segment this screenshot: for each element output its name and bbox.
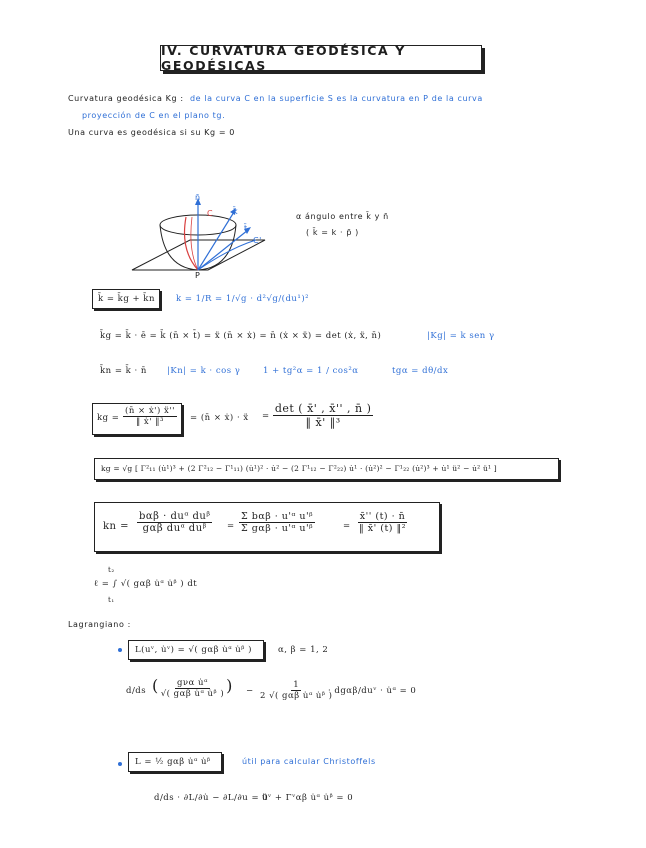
label-c: C xyxy=(207,209,214,218)
length-integral: ℓ = ∫ √( gαβ u̇ᵅ u̇ᵝ ) dt xyxy=(94,579,198,589)
euler-2: d/ds · ∂L/∂u̇ − ∂L/∂u = 0 xyxy=(154,793,269,803)
euler-1-rhs-num: 1 xyxy=(293,680,300,690)
euler-1-num: gνα u̇ᵅ xyxy=(176,678,208,688)
angle-note-line1: α ángulo entre k̄ y n̄ xyxy=(296,212,389,221)
bullet-2 xyxy=(118,762,122,766)
kg-box-num: (n̄ × ẋ') ẍ'' xyxy=(125,406,175,416)
kg-box-lhs: kg = xyxy=(97,413,120,423)
lagrangian-2-box xyxy=(128,752,222,772)
definition-text-line1: de la curva C en la superficie S es la curvatura en P de la curva xyxy=(190,94,483,103)
tg-alpha: tgα = dθ/dx xyxy=(392,366,449,376)
kn-abs: |Kn| = k · cos γ xyxy=(167,366,241,376)
kn-frac3-den: ‖ x̄' (t) ‖² xyxy=(359,523,407,534)
tg-identity: 1 + tg²α = 1 / cos²α xyxy=(263,366,359,376)
definition-label: Curvatura geodésica Kg : xyxy=(68,94,184,103)
lagrangian-2: L = ½ gαβ u̇ᵅ u̇ᵝ xyxy=(135,757,211,767)
kn-frac3 xyxy=(357,511,408,534)
lagrangian-1: L(uᵛ, u̇ᵛ) = √( gαβ u̇ᵅ u̇ᵝ ) xyxy=(135,645,252,655)
euler-1-rhs-den: 2 √( gαβ u̇ᵅ u̇ᵝ ) xyxy=(260,691,333,701)
euler-1-tail: · dgαβ/duᵛ · u̇ᵅ = 0 xyxy=(328,686,417,696)
length-upper-limit: t₂ xyxy=(108,566,115,574)
kg-det-fraction: = $\frac{\det ( x̄' , x̄'' , n̄ )}{\text{‖ x̄' ‖³}}$ xyxy=(262,402,372,429)
length-lower-limit: t₁ xyxy=(108,596,115,604)
kn-formula-box xyxy=(94,502,440,552)
label-t: t̄ xyxy=(244,224,248,233)
kn-eq-sign-1: = xyxy=(227,521,235,531)
lagrangian-label: Lagrangiano : xyxy=(68,620,131,629)
geodesic-equation: üᵛ + Γᵛαβ u̇ᵅ u̇ᵝ = 0 xyxy=(262,793,354,803)
kn-line: k̄n = k̄ · n̄ xyxy=(100,366,147,376)
label-n: n̄ xyxy=(195,193,201,202)
kg-det-num: det ( x̄' , x̄'' , n̄ ) xyxy=(274,402,372,415)
label-k: k̄ xyxy=(233,207,239,216)
k-decomposition: k̄ = k̄g + k̄n xyxy=(98,294,155,304)
kg-abs: |Kg| = k sen γ xyxy=(427,331,495,341)
kg-christoffel: kg = √g [ Γ²₁₁ (u̇¹)³ + (2 Γ²₁₂ − Γ¹₁₁) (u̇¹)² · u̇² − (2 Γ¹₁₂ − Γ²₂₂) u̇¹ · (u̇²)² − Γ¹₂₂ (u̇²)³ + u̇¹ ü² − u̇² ü¹ ] xyxy=(101,464,497,473)
geodesic-note: Una curva es geodésica si su Kg = 0 xyxy=(68,128,235,137)
lagrangian-2-note: útil para calcular Christoffels xyxy=(242,757,376,766)
definition-text-line2: proyección de C en el plano tg. xyxy=(82,111,226,120)
euler-1-d: d/ds xyxy=(126,686,147,696)
euler-1-rhs-frac xyxy=(258,680,335,701)
k-equation: k = 1/R = 1/√g · d²√g/(du¹)² xyxy=(176,294,310,304)
kg-formula-box xyxy=(92,403,182,435)
k-decomposition-box xyxy=(92,289,160,309)
label-p: P xyxy=(195,271,201,280)
kg-line: k̄g = k̄ · ē = k̄ (n̄ × t̄) = ẍ (n̄ × ẋ) = n̄ (ẋ × ẍ) = det (ẋ, ẍ, n̄) xyxy=(100,331,382,341)
curvature-vector xyxy=(198,212,234,270)
kg-box-mid: = (n̄ × ẋ) · ẍ xyxy=(190,413,249,423)
kn-frac3-num: x̄'' (t) · n̄ xyxy=(359,511,406,522)
lagrangian-1-indices: α, β = 1, 2 xyxy=(278,645,329,655)
page-title: IV. CURVATURA GEODÉSICA Y GEODÉSICAS xyxy=(160,45,482,71)
angle-note-line2: ( k̄ = k · p̄ ) xyxy=(306,228,359,237)
kn-lhs: kn = xyxy=(103,521,130,532)
kn-frac2-num: Σ bαβ · u'ᵅ u'ᵝ xyxy=(241,511,314,522)
kn-frac1-den: gαβ duᵅ duᵝ xyxy=(142,523,207,534)
bullet-1 xyxy=(118,648,122,652)
lagrangian-1-box xyxy=(128,640,264,660)
euler-1-frac: ( $\frac{\text{gνα u̇ᵅ}}{\text{√( gαβ u̇ᵅ u̇ᵝ )}}$ ) xyxy=(152,676,233,699)
kn-frac1 xyxy=(137,511,212,534)
tangent-vector xyxy=(198,230,248,270)
kg-det-den: ‖ x̄' ‖³ xyxy=(305,416,341,429)
kn-eq-sign-2: = xyxy=(343,521,351,531)
kg-box-fraction xyxy=(123,406,177,427)
kn-frac2-den: Σ gαβ · u'ᵅ u'ᵝ xyxy=(241,523,314,534)
kg-box-den: ‖ ẋ' ‖³ xyxy=(135,417,164,427)
euler-1-minus: − xyxy=(246,686,254,696)
euler-1-den: √( gαβ u̇ᵅ u̇ᵝ ) xyxy=(160,689,225,699)
kg-christoffel-box xyxy=(94,458,559,480)
kn-frac2 xyxy=(239,511,315,534)
kn-frac1-num: bαβ · duᵅ duᵝ xyxy=(139,511,211,522)
label-cprime: C' xyxy=(253,236,262,245)
